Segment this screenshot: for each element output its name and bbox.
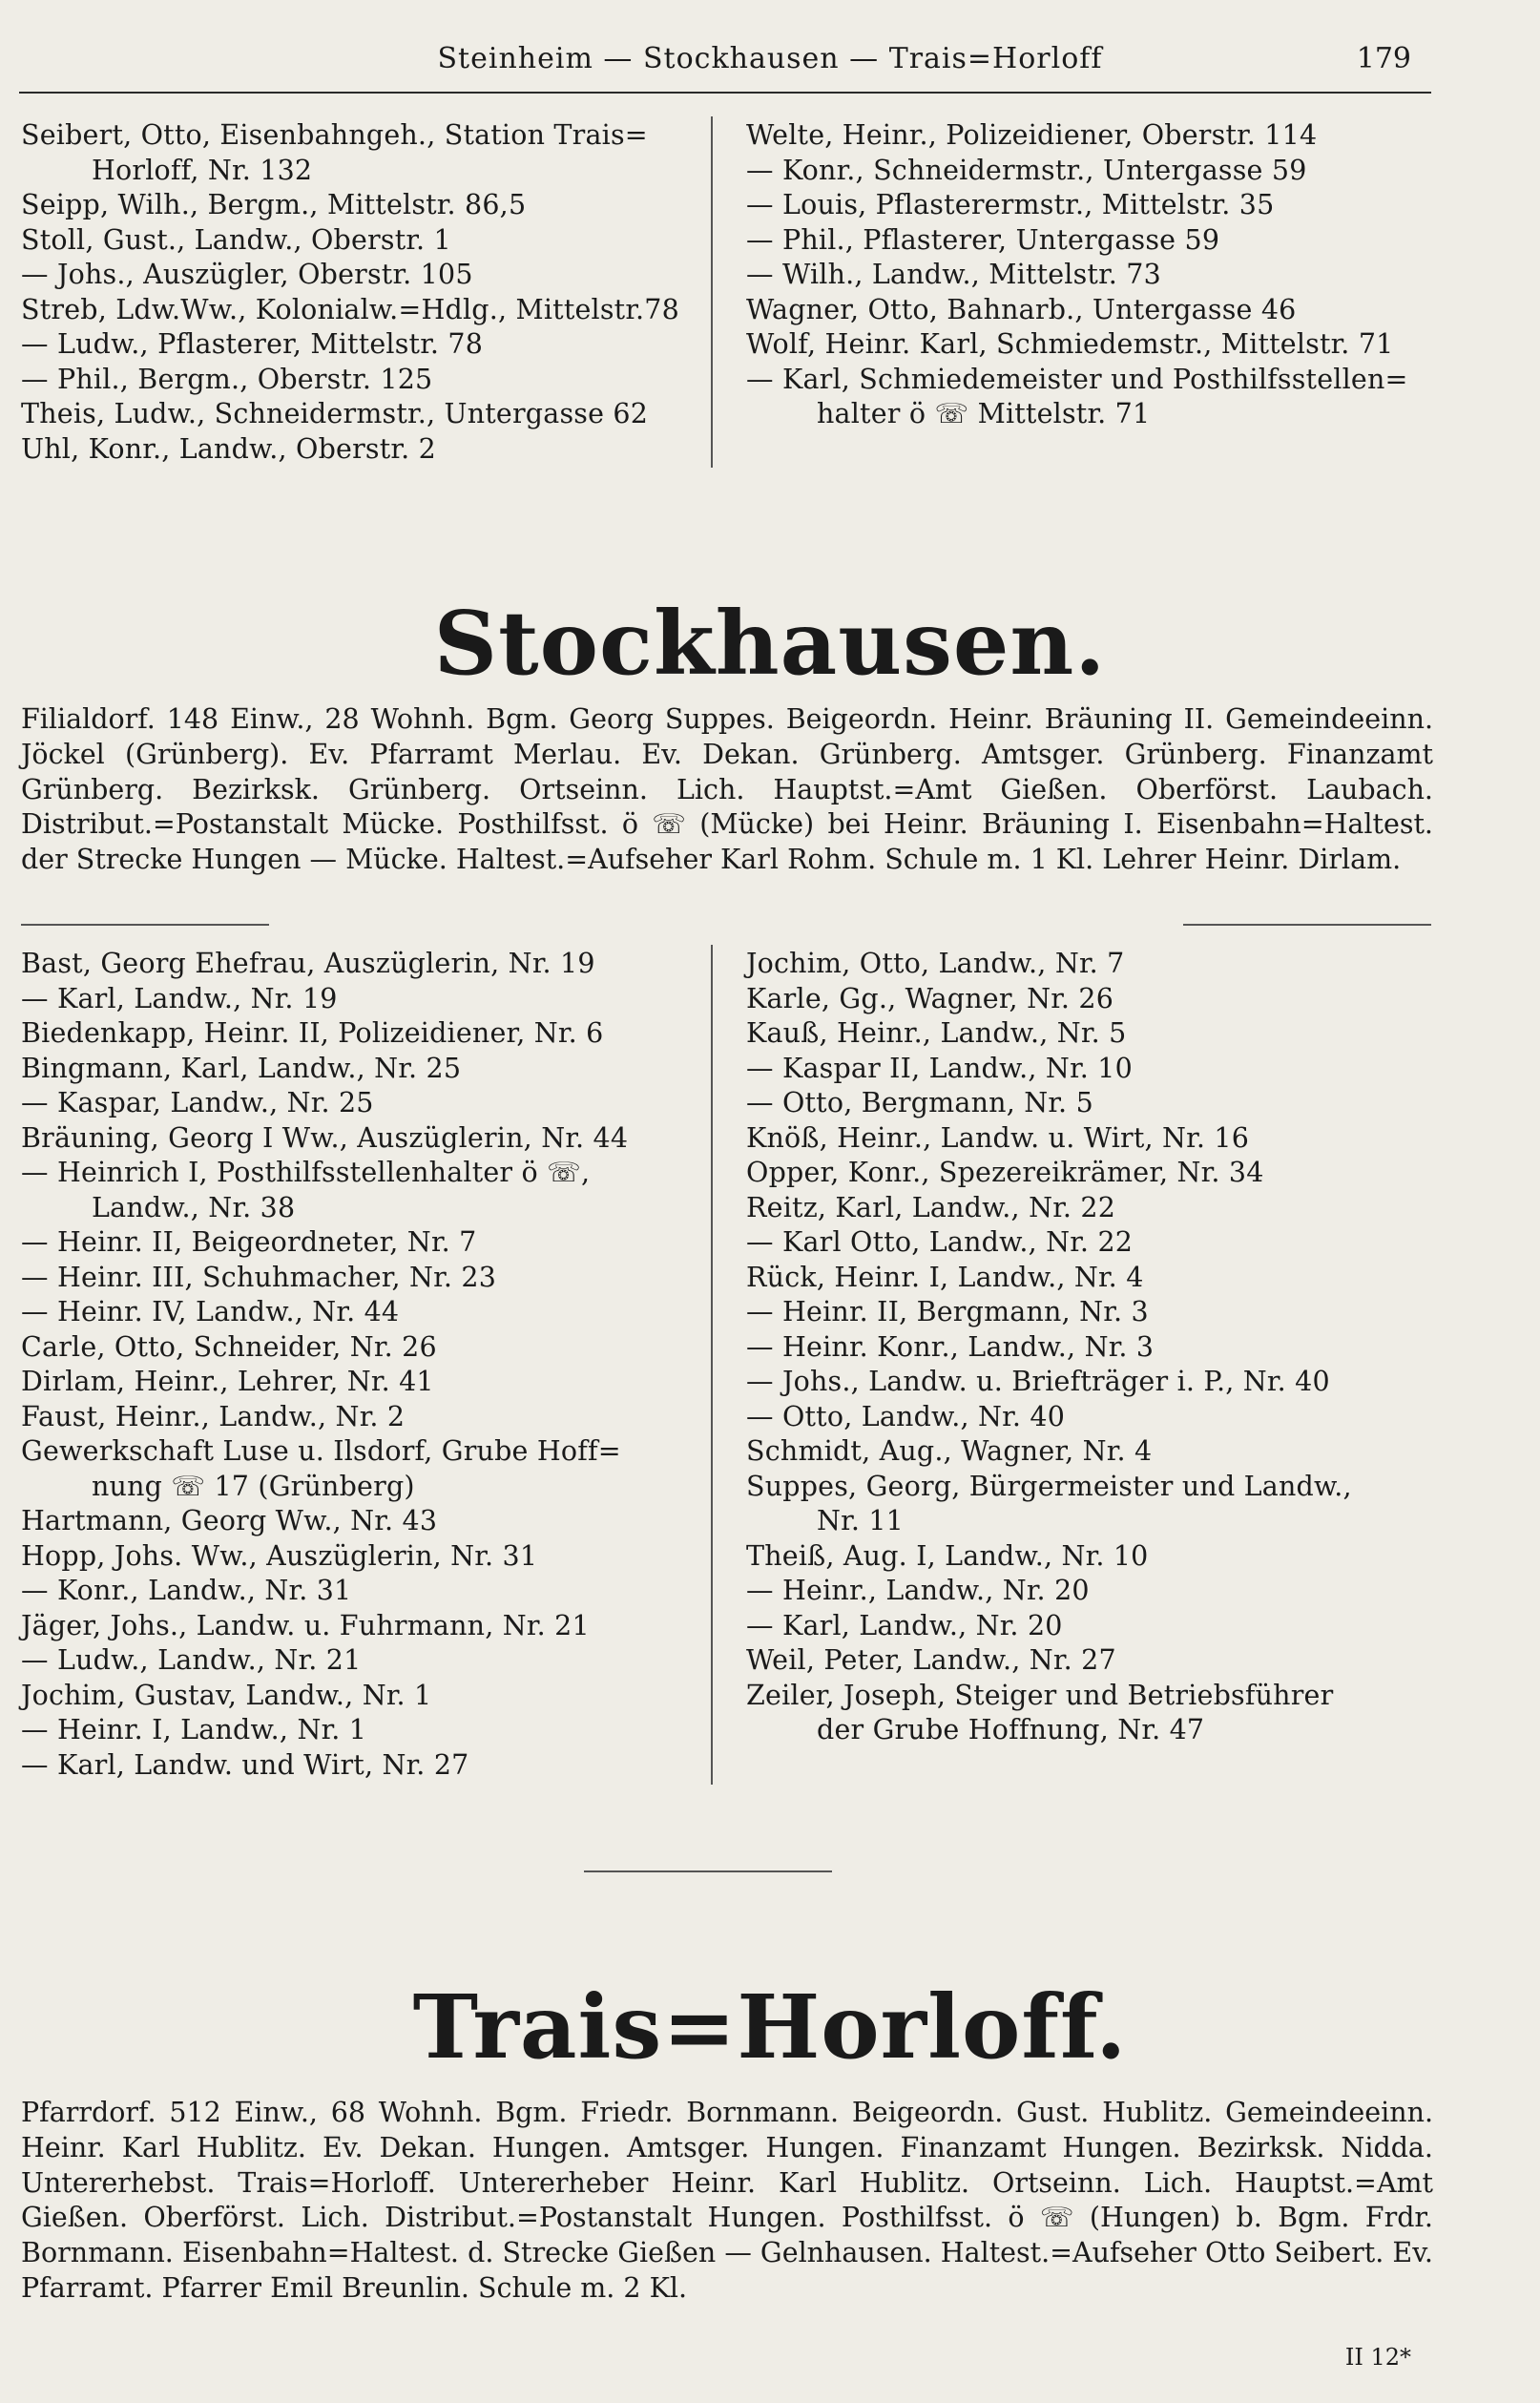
directory-entry: — Kaspar, Landw., Nr. 25 bbox=[21, 1087, 374, 1118]
stockhausen-title: Stockhausen. bbox=[433, 592, 1107, 695]
directory-entry: Faust, Heinr., Landw., Nr. 2 bbox=[21, 1400, 406, 1432]
stockhausen-info-text: Filialdorf. 148 Einw., 28 Wohnh. Bgm. Georg Suppes. Beigeordn. Heinr. Bräuning II. Gemeindeeinn. Jöckel (Grünberg). Ev. Pfarramt Merlau. Ev. Dekan. Grünberg. Amtsger. Grünberg. Finanzamt Grünberg. Bezirksk. Grünberg. Ortseinn. Lich. Hauptst.=Amt Gießen. Oberförst. Laubach. Distribut.=Postanstalt Mücke. Posthilfsst. ö ☏ (Mücke) bei Heinr. Bräuning I. Eisenbahn=Haltest. der Strecke Hungen — Mücke. Haltest.=Aufseher Karl Rohm. Schule m. 1 Kl. Lehrer Heinr. Dirlam. bbox=[21, 703, 1433, 876]
directory-entry: — Heinr., Landw., Nr. 20 bbox=[746, 1575, 1090, 1606]
directory-entry: Hopp, Johs. Ww., Auszüglerin, Nr. 31 bbox=[21, 1539, 538, 1572]
entry-continuation: der Grube Hoffnung, Nr. 47 bbox=[817, 1714, 1205, 1745]
directory-entry: — Konr., Schneidermstr., Untergasse 59 bbox=[746, 154, 1307, 186]
directory-entry: — Phil., Bergm., Oberstr. 125 bbox=[21, 363, 433, 395]
separator-left bbox=[21, 924, 269, 926]
directory-entry: Dirlam, Heinr., Lehrer, Nr. 41 bbox=[21, 1366, 434, 1397]
directory-entry: Zeiler, Joseph, Steiger und Betriebsführer bbox=[746, 1679, 1334, 1711]
directory-entry: — Heinr. Konr., Landw., Nr. 3 bbox=[746, 1330, 1155, 1363]
column-divider-top bbox=[711, 116, 713, 468]
stockhausen-right-column bbox=[746, 947, 1433, 1748]
directory-entry: — Karl, Landw. und Wirt, Nr. 27 bbox=[21, 1748, 469, 1781]
directory-entry: — Otto, Landw., Nr. 40 bbox=[746, 1400, 1066, 1432]
directory-entry: Seipp, Wilh., Bergm., Mittelstr. 86,5 bbox=[21, 189, 527, 220]
column-divider-stockhausen bbox=[711, 945, 713, 1785]
directory-entry: — Kaspar II, Landw., Nr. 10 bbox=[746, 1052, 1133, 1084]
separator-right bbox=[1183, 924, 1431, 926]
directory-entry: — Karl Otto, Landw., Nr. 22 bbox=[746, 1226, 1134, 1258]
directory-entry: — Wilh., Landw., Mittelstr. 73 bbox=[746, 259, 1161, 290]
directory-entry: Jäger, Johs., Landw. u. Fuhrmann, Nr. 21 bbox=[21, 1609, 590, 1641]
directory-entry: Opper, Konr., Spezereikrämer, Nr. 34 bbox=[746, 1157, 1264, 1188]
directory-entry: — Johs., Auszügler, Oberstr. 105 bbox=[21, 259, 473, 290]
directory-entry: Karle, Gg., Wagner, Nr. 26 bbox=[746, 982, 1114, 1014]
directory-entry: Jochim, Gustav, Landw., Nr. 1 bbox=[21, 1679, 432, 1711]
directory-entry: — Heinr. I, Landw., Nr. 1 bbox=[21, 1714, 367, 1745]
directory-entry: — Heinr. IV, Landw., Nr. 44 bbox=[21, 1296, 400, 1327]
directory-entry: Rück, Heinr. I, Landw., Nr. 4 bbox=[746, 1261, 1144, 1293]
directory-entry: — Karl, Schmiedemeister und Posthilfsstellen= bbox=[746, 363, 1408, 395]
directory-entry: Wolf, Heinr. Karl, Schmiedemstr., Mittelstr. 71 bbox=[746, 328, 1394, 360]
header-rule bbox=[19, 92, 1431, 94]
entry-continuation: Horloff, Nr. 132 bbox=[92, 154, 313, 186]
directory-entry: — Johs., Landw. u. Briefträger i. P., Nr. 40 bbox=[746, 1366, 1330, 1397]
trais-horloff-info-text: Pfarrdorf. 512 Einw., 68 Wohnh. Bgm. Friedr. Bornmann. Beigeordn. Gust. Hublitz. Gemeindeeinn. Heinr. Karl Hublitz. Ev. Dekan. Hungen. Amtsger. Hungen. Finanzamt Hungen. Bezirksk. Nidda. Untererhebst. Trais=Horloff. Untererheber Heinr. Karl Hublitz. Ortseinn. Lich. Hauptst.=Amt Gießen. Oberförst. Lich. Distribut.=Postanstalt Hungen. Posthilfsst. ö ☏ (Hungen) b. Bgm. Frdr. Bornmann. Eisenbahn=Haltest. d. Strecke Gießen — Gelnhausen. Haltest.=Aufseher Otto Seibert. Ev. Pfarramt. Pfarrer Emil Breunlin. Schule m. 2 Kl. bbox=[21, 2097, 1433, 2304]
directory-entry: Knöß, Heinr., Landw. u. Wirt, Nr. 16 bbox=[746, 1121, 1250, 1154]
directory-entry: — Konr., Landw., Nr. 31 bbox=[21, 1575, 352, 1606]
printer-signature: II 12* bbox=[1344, 2344, 1411, 2371]
entry-continuation: Landw., Nr. 38 bbox=[92, 1191, 296, 1223]
directory-entry: — Heinrich I, Posthilfsstellenhalter ö ☏, bbox=[21, 1157, 591, 1188]
directory-entry: Uhl, Konr., Landw., Oberstr. 2 bbox=[21, 432, 436, 465]
directory-entry: — Otto, Bergmann, Nr. 5 bbox=[746, 1087, 1093, 1118]
directory-entry: Gewerkschaft Luse u. Ilsdorf, Grube Hoff= bbox=[21, 1435, 621, 1467]
running-header bbox=[0, 42, 1540, 90]
entry-continuation: nung ☏ 17 (Grünberg) bbox=[92, 1470, 415, 1502]
directory-entry: Theiß, Aug. I, Landw., Nr. 10 bbox=[746, 1539, 1149, 1572]
steinheim-right-column bbox=[746, 118, 1433, 432]
directory-entry: — Ludw., Pflasterer, Mittelstr. 78 bbox=[21, 328, 484, 360]
directory-entry: Jochim, Otto, Landw., Nr. 7 bbox=[746, 948, 1125, 979]
directory-entry: — Ludw., Landw., Nr. 21 bbox=[21, 1644, 362, 1676]
directory-entry: Wagner, Otto, Bahnarb., Untergasse 46 bbox=[746, 293, 1297, 325]
directory-entry: — Phil., Pflasterer, Untergasse 59 bbox=[746, 223, 1220, 256]
directory-entry: — Karl, Landw., Nr. 19 bbox=[21, 982, 338, 1014]
entry-continuation: halter ö ☏ Mittelstr. 71 bbox=[817, 398, 1151, 429]
steinheim-left-column bbox=[21, 118, 710, 467]
directory-entry: Weil, Peter, Landw., Nr. 27 bbox=[746, 1644, 1116, 1676]
directory-entry: Suppes, Georg, Bürgermeister und Landw., bbox=[746, 1470, 1352, 1502]
directory-entry: Theis, Ludw., Schneidermstr., Untergasse 62 bbox=[21, 398, 649, 429]
trais-horloff-title: Trais=Horloff. bbox=[412, 1975, 1128, 2079]
directory-entry: — Heinr. II, Bergmann, Nr. 3 bbox=[746, 1296, 1149, 1327]
directory-entry: — Louis, Pflasterermstr., Mittelstr. 35 bbox=[746, 189, 1275, 220]
section-separator bbox=[584, 1870, 832, 1872]
directory-entry: Reitz, Karl, Landw., Nr. 22 bbox=[746, 1191, 1116, 1223]
directory-entry: Schmidt, Aug., Wagner, Nr. 4 bbox=[746, 1435, 1153, 1467]
stockhausen-info bbox=[21, 702, 1433, 878]
directory-entry: Hartmann, Georg Ww., Nr. 43 bbox=[21, 1505, 438, 1536]
entry-continuation: Nr. 11 bbox=[817, 1505, 905, 1536]
header-title: Steinheim — Stockhausen — Trais=Horloff bbox=[437, 42, 1103, 75]
directory-entry: Carle, Otto, Schneider, Nr. 26 bbox=[21, 1330, 437, 1363]
directory-entry: Seibert, Otto, Eisenbahngeh., Station Trais= bbox=[21, 119, 648, 151]
stockhausen-left-column bbox=[21, 947, 710, 1783]
directory-entry: — Heinr. II, Beigeordneter, Nr. 7 bbox=[21, 1226, 477, 1258]
directory-entry: — Karl, Landw., Nr. 20 bbox=[746, 1609, 1063, 1641]
directory-entry: Bräuning, Georg I Ww., Auszüglerin, Nr. 44 bbox=[21, 1121, 629, 1154]
directory-entry: Kauß, Heinr., Landw., Nr. 5 bbox=[746, 1017, 1127, 1049]
directory-entry: Welte, Heinr., Polizeidiener, Oberstr. 114 bbox=[746, 119, 1318, 151]
directory-entry: Bingmann, Karl, Landw., Nr. 25 bbox=[21, 1052, 462, 1084]
page-number: 179 bbox=[1356, 42, 1411, 75]
trais-horloff-info bbox=[21, 2096, 1433, 2307]
directory-entry: Stoll, Gust., Landw., Oberstr. 1 bbox=[21, 223, 451, 256]
directory-entry: Biedenkapp, Heinr. II, Polizeidiener, Nr. 6 bbox=[21, 1017, 604, 1049]
directory-entry: Streb, Ldw.Ww., Kolonialw.=Hdlg., Mittelstr.78 bbox=[21, 293, 679, 325]
directory-entry: Bast, Georg Ehefrau, Auszüglerin, Nr. 19 bbox=[21, 948, 595, 979]
directory-entry: — Heinr. III, Schuhmacher, Nr. 23 bbox=[21, 1261, 497, 1293]
